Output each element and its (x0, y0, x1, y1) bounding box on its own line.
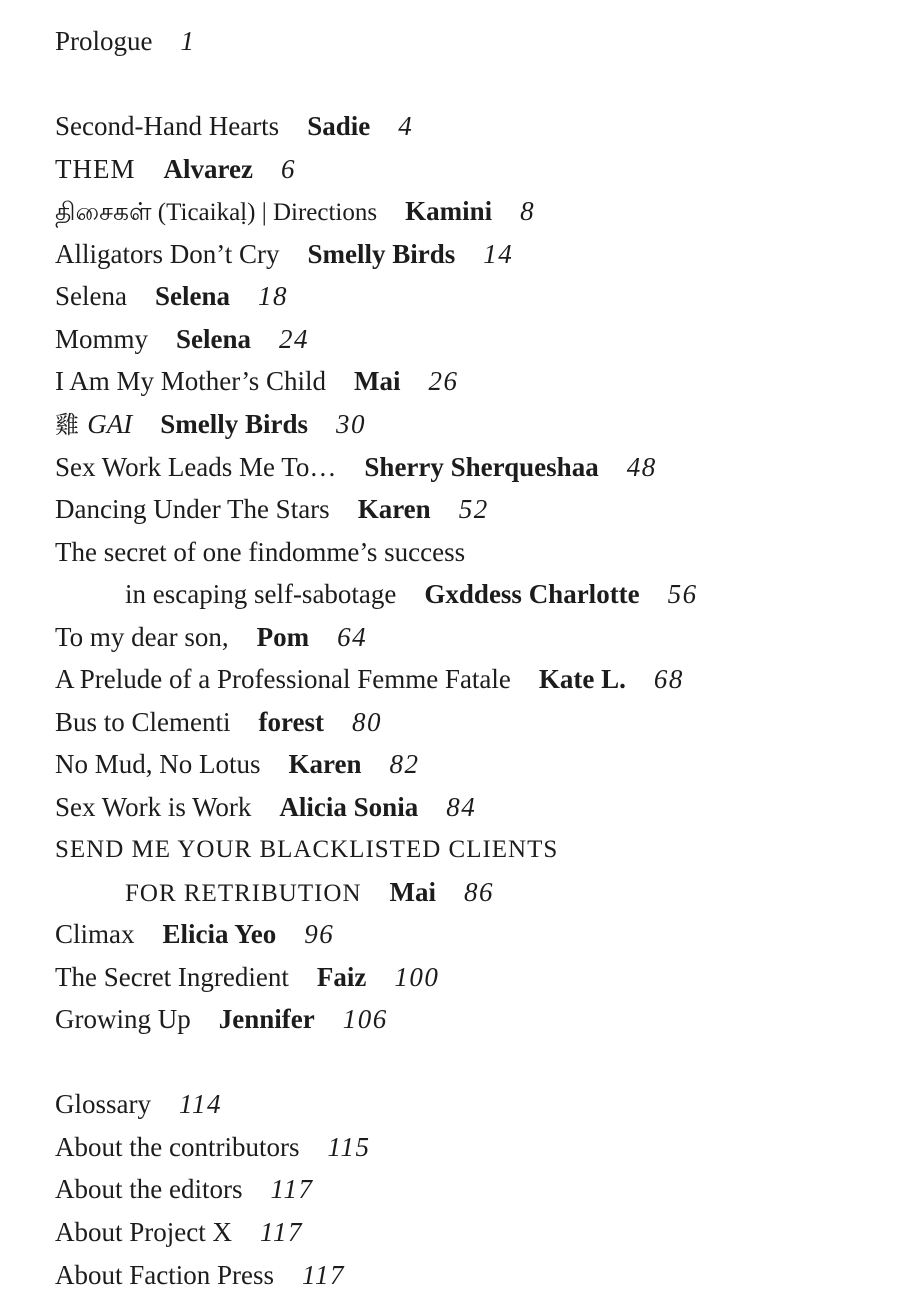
toc-entry-prologue (55, 20, 196, 62)
entry-title: Mommy (55, 324, 149, 354)
toc-entry (55, 701, 382, 743)
entry-title: About Project X (55, 1217, 232, 1247)
entry-title: The secret of one findomme’s success (55, 537, 466, 567)
entry-title: Sex Work is Work (55, 792, 252, 822)
entry-title: SEND ME YOUR BLACKLISTED CLIENTS (55, 836, 559, 863)
entry-author: Smelly Birds (307, 239, 456, 269)
entry-page-number: 18 (258, 281, 288, 311)
entry-title: திசைகள் (Ticaikaḷ) | Directions (55, 199, 378, 226)
entry-page-number: 52 (458, 494, 489, 524)
entry-author: Kamini (405, 196, 493, 226)
entry-title: To my dear son, (55, 622, 229, 652)
toc-entry-continuation (125, 573, 698, 615)
entry-page-number: 82 (389, 749, 420, 779)
toc-back-matter-entry (55, 1083, 222, 1125)
toc-entry (55, 913, 334, 955)
entry-page-number: 14 (483, 239, 514, 269)
entry-page-number: 6 (280, 154, 296, 184)
entry-author: Alvarez (163, 154, 253, 184)
entry-title: The Secret Ingredient (55, 962, 289, 992)
entry-author: Faiz (316, 962, 367, 992)
toc-entry (55, 148, 296, 190)
entry-author: Pom (256, 622, 310, 652)
entry-page-number: 1 (180, 26, 196, 56)
entry-page-number: 48 (626, 452, 657, 482)
entry-title: A Prelude of a Professional Femme Fatale (55, 664, 511, 694)
entry-title: GAI (87, 409, 133, 439)
entry-title: Climax (55, 919, 135, 949)
entry-page-number: 80 (351, 707, 382, 737)
entry-author: Karen (288, 749, 362, 779)
entry-author: Gxddess Charlotte (424, 579, 640, 609)
toc-entry (55, 531, 465, 573)
entry-author: forest (258, 707, 324, 737)
entry-title: Growing Up (55, 1004, 191, 1034)
entry-author: Sadie (307, 111, 371, 141)
entry-title: Dancing Under The Stars (55, 494, 330, 524)
entry-page-number: 115 (327, 1132, 371, 1162)
entry-author: Mai (354, 366, 401, 396)
toc-entry (55, 998, 388, 1040)
entry-page-number: 24 (279, 324, 310, 354)
entry-page-number: 84 (446, 792, 477, 822)
entry-page-number: 86 (464, 877, 495, 907)
toc-entry (55, 488, 489, 530)
entry-page-number: 56 (667, 579, 698, 609)
entry-page-number: 117 (259, 1217, 303, 1247)
entry-page-number: 114 (179, 1089, 222, 1119)
toc-entry (55, 743, 420, 785)
entry-page-number: 68 (653, 664, 684, 694)
entry-title: No Mud, No Lotus (55, 749, 261, 779)
entry-page-number: 26 (428, 366, 459, 396)
entry-title: I Am My Mother’s Child (55, 366, 327, 396)
toc-entry (55, 446, 657, 488)
entry-author: Sherry Sherqueshaa (364, 452, 599, 482)
entry-title: Second-Hand Hearts (55, 111, 280, 141)
entry-author: Elicia Yeo (162, 919, 277, 949)
toc-entry (55, 956, 439, 998)
entry-author: Karen (357, 494, 431, 524)
toc-entry (55, 318, 309, 360)
toc-back-matter-entry (55, 1254, 345, 1296)
toc-entry (55, 616, 367, 658)
toc-entry (55, 828, 558, 870)
toc-entry (55, 233, 513, 275)
entry-title: Alligators Don’t Cry (55, 239, 280, 269)
toc-entry (55, 786, 476, 828)
entry-page-number: 100 (394, 962, 440, 992)
entry-author: Selena (154, 281, 230, 311)
entry-page-number: 4 (398, 111, 414, 141)
toc-back-matter-entry (55, 1168, 313, 1210)
entry-title: About Faction Press (55, 1260, 274, 1290)
entry-page-number: 117 (302, 1260, 345, 1290)
toc-back-matter-entry (55, 1126, 370, 1168)
toc-entry (55, 190, 535, 232)
entry-page-number: 96 (304, 919, 335, 949)
entry-title: About the contributors (55, 1132, 300, 1162)
entry-page-number: 117 (270, 1174, 314, 1204)
toc-entry (55, 658, 684, 700)
entry-title-glyph: 雞 (55, 411, 79, 439)
toc-entry (55, 275, 288, 317)
entry-author: Alicia Sonia (279, 792, 419, 822)
entry-title: Sex Work Leads Me To… (55, 452, 337, 482)
entry-page-number: 64 (337, 622, 368, 652)
toc-back-matter-entry (55, 1211, 303, 1253)
entry-title: THEM (55, 154, 136, 184)
entry-author: Jennifer (218, 1004, 315, 1034)
entry-title: Bus to Clementi (55, 707, 231, 737)
entry-author: Mai (389, 877, 437, 907)
toc-entry-continuation (125, 871, 494, 913)
toc-entry (55, 360, 459, 402)
entry-title: About the editors (55, 1174, 243, 1204)
entry-title-continuation: in escaping self-sabotage (125, 579, 397, 609)
entry-title: Prologue (55, 26, 153, 56)
entry-title-continuation: FOR RETRIBUTION (125, 880, 362, 907)
entry-page-number: 106 (342, 1004, 388, 1034)
entry-author: Kate L. (538, 664, 626, 694)
entry-page-number: 30 (336, 409, 367, 439)
entry-author: Selena (176, 324, 252, 354)
entry-title: Selena (55, 281, 127, 311)
entry-page-number: 8 (520, 196, 536, 226)
entry-author: Smelly Birds (160, 409, 309, 439)
toc-entry (55, 403, 366, 445)
entry-title: Glossary (55, 1089, 151, 1119)
toc-entry (55, 105, 413, 147)
